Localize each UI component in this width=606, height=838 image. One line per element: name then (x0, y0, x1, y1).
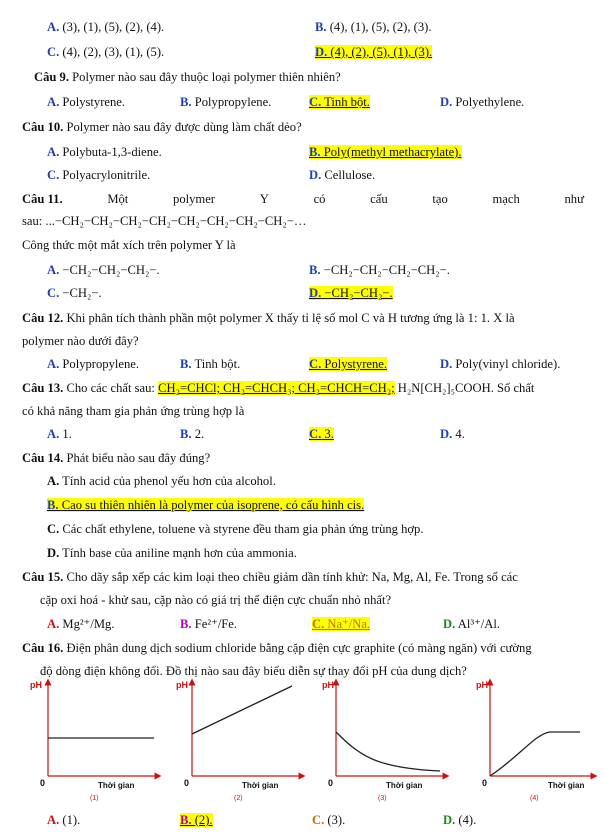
q13-stem: Câu 13. Cho các chất sau: CH₂=CHCl; CH₂=CHCH₃; CH₂=CHCH=CH₂; H₂N[CH₂]₅COOH. Số chất (22, 381, 535, 395)
option-text: (3), (1), (5), (2), (4). (62, 20, 165, 34)
graph-2-xlabel: Thời gian (242, 781, 279, 790)
q16-option-a[interactable]: A. (1). (47, 813, 81, 827)
q13-option-b[interactable]: B. 2. (180, 427, 205, 441)
q16-option-b[interactable]: B. (2). (180, 813, 213, 827)
option-letter: B. (315, 20, 327, 34)
graph-4-ylabel: pH (476, 680, 488, 690)
q15-option-a[interactable]: A. Mg²⁺/Mg. (47, 617, 115, 631)
graph-3-ylabel: pH (322, 680, 334, 690)
graph-1-caption: (1) (90, 795, 99, 802)
q14-option-a[interactable]: A. Tính acid của phenol yếu hơn của alcohol. (47, 474, 276, 488)
q9-option-b[interactable]: B. Polypropylene. (180, 95, 272, 109)
q14-option-b[interactable]: B. Cao su thiên nhiên là polymer của isoprene, có cấu hình cis. (47, 498, 365, 512)
q12-option-d[interactable]: D. Poly(vinyl chloride). (440, 357, 561, 371)
ph-graphs (20, 676, 600, 806)
q11-option-a[interactable]: A. −CH₂−CH₂−CH₂−. (47, 263, 160, 277)
graph-3-curve (336, 732, 440, 771)
q13-option-d[interactable]: D. 4. (440, 427, 465, 441)
q12-option-a[interactable]: A. Polypropylene. (47, 357, 140, 371)
graph-3-caption: (3) (378, 795, 387, 802)
q14-stem: Câu 14. Phát biểu nào sau đây đúng? (22, 451, 211, 465)
q9-option-a[interactable]: A. Polystyrene. (47, 95, 126, 109)
q15-stem: Câu 15. Cho dãy sắp xếp các kim loại theo chiều giảm dần tính khử: Na, Mg, Al, Fe. Trong số các (22, 570, 518, 584)
graph-3-xlabel: Thời gian (386, 781, 423, 790)
q11-stem-2: Công thức một mắt xích trên polymer Y là (22, 238, 236, 252)
q15-option-c[interactable]: C. Na⁺/Na. (312, 617, 371, 631)
q16-stem: Câu 16. Điện phân dung dịch sodium chloride bằng cặp điện cực graphite (có màng ngăn) với cường (22, 641, 532, 655)
q12-option-b[interactable]: B. Tinh bột. (180, 357, 241, 371)
q12-stem-2: polymer nào dưới đây? (22, 334, 139, 348)
option-text: (4), (2), (3), (1), (5). (62, 45, 165, 59)
option-text: (4), (1), (5), (2), (3). (329, 20, 432, 34)
q16-option-c[interactable]: C. (3). (312, 813, 346, 827)
q15-option-b[interactable]: B. Fe²⁺/Fe. (180, 617, 237, 631)
graph-2-origin: 0 (184, 778, 190, 788)
graph-3-origin: 0 (328, 778, 334, 788)
graph-1-xlabel: Thời gian (98, 781, 135, 790)
q8-option-b[interactable] (315, 19, 431, 35)
option-letter: D. (315, 45, 328, 59)
q16-stem-2: độ dòng điện không đổi. Đồ thị nào sau đây biểu diễn sự thay đổi pH của dung dịch? (40, 664, 467, 678)
q10-option-d[interactable]: D. Cellulose. (309, 168, 376, 182)
q12-stem: Câu 12. Khi phân tích thành phần một polymer X thấy tỉ lệ số mol C và H tương ứng là 1: 1. X là (22, 311, 515, 325)
graph-1 (30, 680, 158, 802)
graph-2 (176, 680, 302, 802)
graph-4-origin: 0 (482, 778, 488, 788)
option-text: (4), (2), (5), (1), (3). (330, 45, 433, 59)
q10-stem: Câu 10. Polymer nào sau đây được dùng làm chất dẻo? (22, 120, 302, 134)
q9-option-c[interactable]: C. Tinh bột. (309, 95, 370, 109)
graph-3 (322, 680, 446, 802)
q16-option-d[interactable]: D. (4). (443, 813, 477, 827)
q11-stem: Câu 11. Một polymer Y có cấu tạo mạch như (22, 192, 584, 206)
q9-stem: Câu 9. Polymer nào sau đây thuộc loại polymer thiên nhiên? (34, 70, 341, 84)
q11-option-b[interactable]: B. −CH₂−CH₂−CH₂−CH₂−. (309, 263, 450, 277)
q14-option-d[interactable]: D. Tính base của aniline mạnh hơn của ammonia. (47, 546, 297, 560)
graph-4-curve (490, 732, 580, 776)
option-letter: A. (47, 20, 60, 34)
q12-option-c[interactable]: C. Polystyrene. (309, 357, 388, 371)
q13-option-c[interactable]: C. 3. (309, 427, 334, 441)
q10-option-c[interactable]: C. Polyacrylonitrile. (47, 168, 151, 182)
q13-option-a[interactable]: A. 1. (47, 427, 72, 441)
q15-stem-2: cặp oxi hoá - khử sau, cặp nào có giá trị thế điện cực chuẩn nhỏ nhất? (40, 593, 392, 607)
graph-2-caption: (2) (234, 795, 243, 802)
q11-chain: sau: ...−CH₂−CH₂−CH₂−CH₂−CH₂−CH₂−CH₂−CH₂−… (22, 214, 307, 228)
graph-4-xlabel: Thời gian (548, 781, 585, 790)
q8-option-c[interactable] (47, 44, 164, 60)
q15-option-d[interactable]: D. Al³⁺/Al. (443, 617, 500, 631)
graph-1-ylabel: pH (30, 680, 42, 690)
graph-1-origin: 0 (40, 778, 46, 788)
q8-option-d[interactable] (315, 44, 432, 60)
option-letter: C. (47, 45, 60, 59)
graph-4 (476, 680, 594, 802)
q10-option-b[interactable]: B. Poly(methyl methacrylate). (309, 145, 462, 159)
q11-option-c[interactable]: C. −CH₂−. (47, 286, 102, 300)
q10-option-a[interactable]: A. Polybuta-1,3-diene. (47, 145, 162, 159)
q13-stem-2: có khả năng tham gia phản ứng trùng hợp là (22, 404, 245, 418)
graph-2-ylabel: pH (176, 680, 188, 690)
q14-option-c[interactable]: C. Các chất ethylene, toluene và styrene đều tham gia phản ứng trùng hợp. (47, 522, 424, 536)
q11-option-d[interactable]: D. −CH₂−CH₂−. (309, 286, 393, 300)
graph-2-curve (192, 686, 292, 734)
q9-option-d[interactable]: D. Polyethylene. (440, 95, 525, 109)
graph-4-caption: (4) (530, 795, 539, 802)
q8-option-a[interactable] (47, 19, 164, 35)
